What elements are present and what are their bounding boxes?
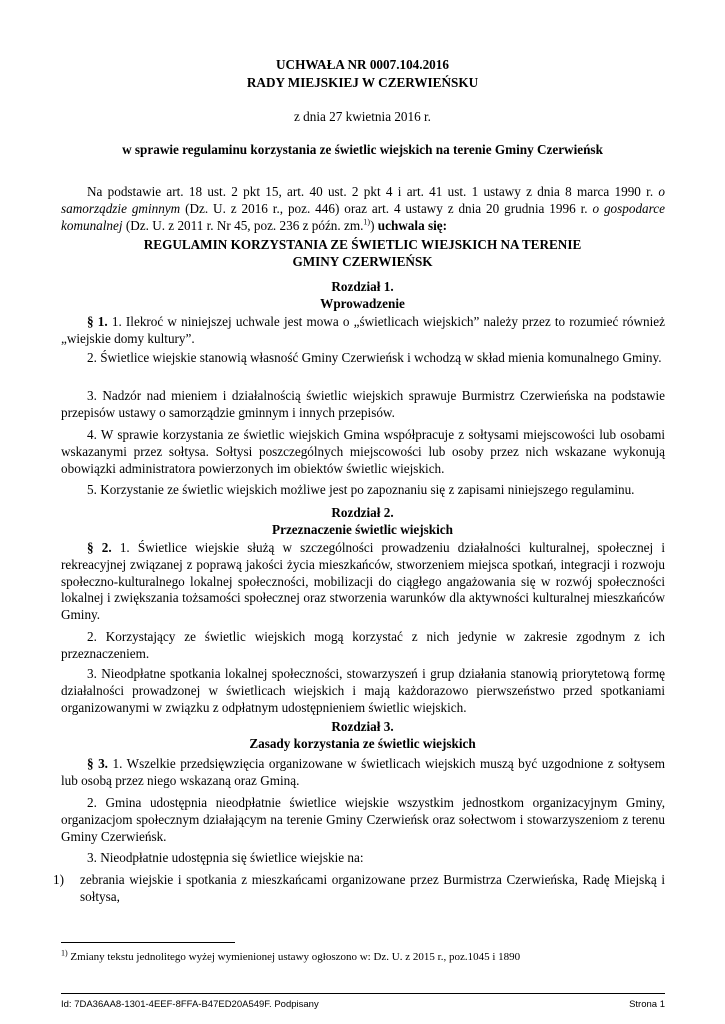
section-3-point-3: 3. Nieodpłatnie udostępnia się świetlice wiejskie na: <box>87 850 364 865</box>
section-2-point-3: 3. Nieodpłatne spotkania lokalnej społeczności, stowarzyszeń i grup działania stanowią priorytetową formę działalności prowadzonej w świetlicach wiejskich i mają każdorazowo pierwszeństwo przed spotkaniami organizowanymi w związku z odpłatnym udostępnieniem świetlic wiejskich. <box>61 666 665 715</box>
section-3-point-2: 2. Gmina udostępnia nieodpłatnie świetlice wiejskie wszystkim jednostkom organizacyjnym Gminy, organizacjom społecznym działającym na terenie Gminy Czerwieńsk oraz sołectwom i stowarzyszeniom z terenu Gminy Czerwieńsk. <box>61 795 665 844</box>
chapter-2-heading: Rozdział 2. <box>331 505 394 520</box>
section-1-point-4: 4. W sprawie korzystania ze świetlic wiejskich Gmina współpracuje z sołtysami miejscowości lub osobami wskazanymi przez sołtysa. Sołtysi poszczególnych miejscowości lub osoby przez nich wskazane wykonują obowiązki administratora powierzonych im obiektów świetlic wiejskich. <box>61 427 665 476</box>
chapter-1-heading: Rozdział 1. <box>331 279 394 294</box>
list-item-text: zebrania wiejskie i spotkania z mieszkańcami organizowane przez Burmistrza Czerwieńska, Radę Miejską i sołtysa, <box>80 872 665 904</box>
document-id: Id: 7DA36AA8-1301-4EEF-8FFA-B47ED20A549F. Podpisany <box>61 999 319 1010</box>
list-item-number: 1) <box>53 872 64 887</box>
section-1-point-5: 5. Korzystanie ze świetlic wiejskich możliwe jest po zapoznaniu się z zapisami niniejszego regulaminu. <box>87 482 635 497</box>
footer-divider <box>61 993 665 994</box>
section-3-point-1: § 3. 1. Wszelkie przedsięwzięcia organizowane w świetlicach wiejskich muszą być uzgodnione z sołtysem lub osobą przez niego wskazaną oraz Gminą. <box>61 756 665 788</box>
section-1-point-1: § 1. 1. Ilekroć w niniejszej uchwale jest mowa o „świetlicach wiejskich” należy przez to rozumieć również „wiejskie domy kultury”. <box>61 314 665 346</box>
chapter-3-heading: Rozdział 3. <box>331 719 394 734</box>
section-2-point-2: 2. Korzystający ze świetlic wiejskich mogą korzystać z nich jedynie w zakresie zgodnym z ich przeznaczeniem. <box>61 629 665 661</box>
section-1-point-3: 3. Nadzór nad mieniem i działalnością świetlic wiejskich sprawuje Burmistrz Czerwieńska na podstawie przepisów ustawy o samorządzie gminnym i innych przepisów. <box>61 388 665 420</box>
page-number: Strona 1 <box>629 999 665 1010</box>
resolution-subject: w sprawie regulaminu korzystania ze świetlic wiejskich na terenie Gminy Czerwieńsk <box>122 142 603 157</box>
section-1-point-2: 2. Świetlice wiejskie stanowią własność Gminy Czerwieńsk i wchodzą w skład mienia komunalnego Gminy. <box>87 350 662 365</box>
preamble: Na podstawie art. 18 ust. 2 pkt 15, art. 40 ust. 2 pkt 4 i art. 41 ust. 1 ustawy z dnia 8 marca 1990 r. o samorządzie gminnym (Dz. U. z 2016 r., poz. 446) oraz art. 4 ustawy z dnia 20 grudnia 1996 r. o gospodarce komunalnej (Dz. U. z 2011 r. Nr 45, poz. 236 z późn. zm.$^{1)}$) uchwala się: <box>61 184 665 233</box>
regulation-title-line1: REGULAMIN KORZYSTANIA ZE ŚWIETLIC WIEJSKICH NA TERENIE <box>143 237 582 252</box>
resolution-number: UCHWAŁA NR 0007.104.2016 <box>276 57 449 72</box>
footnote-divider <box>61 942 235 943</box>
resolution-date: z dnia 27 kwietnia 2016 r. <box>294 109 431 124</box>
section-2-point-1: § 2. 1. Świetlice wiejskie służą w szczególności prowadzeniu działalności kulturalnej, społecznej i rekreacyjnej związanej z poprawą jakości życia mieszkańców, stworzeniem miejsca spotkań, integracji i rozwoju społeczno-kulturalnego lokalnej społeczności, mobilizacji do ciągłego angażowania się w rozwój społeczności lokalnej i zwiększania tożsamości społecznej oraz stworzenia warunków dla aktywności kulturalnej mieszkańców Gminy. <box>61 540 666 623</box>
footnote: $^{1)}$ Zmiany tekstu jednolitego wyżej wymienionej ustawy ogłoszono w: Dz. U. z 2015 r., poz.1045 i 1890 <box>61 948 521 963</box>
chapter-2-title: Przeznaczenie świetlic wiejskich <box>272 522 453 537</box>
chapter-3-title: Zasady korzystania ze świetlic wiejskich <box>249 736 476 751</box>
regulation-title-line2: GMINY CZERWIEŃSK <box>292 254 433 269</box>
chapter-1-title: Wprowadzenie <box>320 296 405 311</box>
council-name: RADY MIEJSKIEJ W CZERWIEŃSKU <box>246 75 479 90</box>
